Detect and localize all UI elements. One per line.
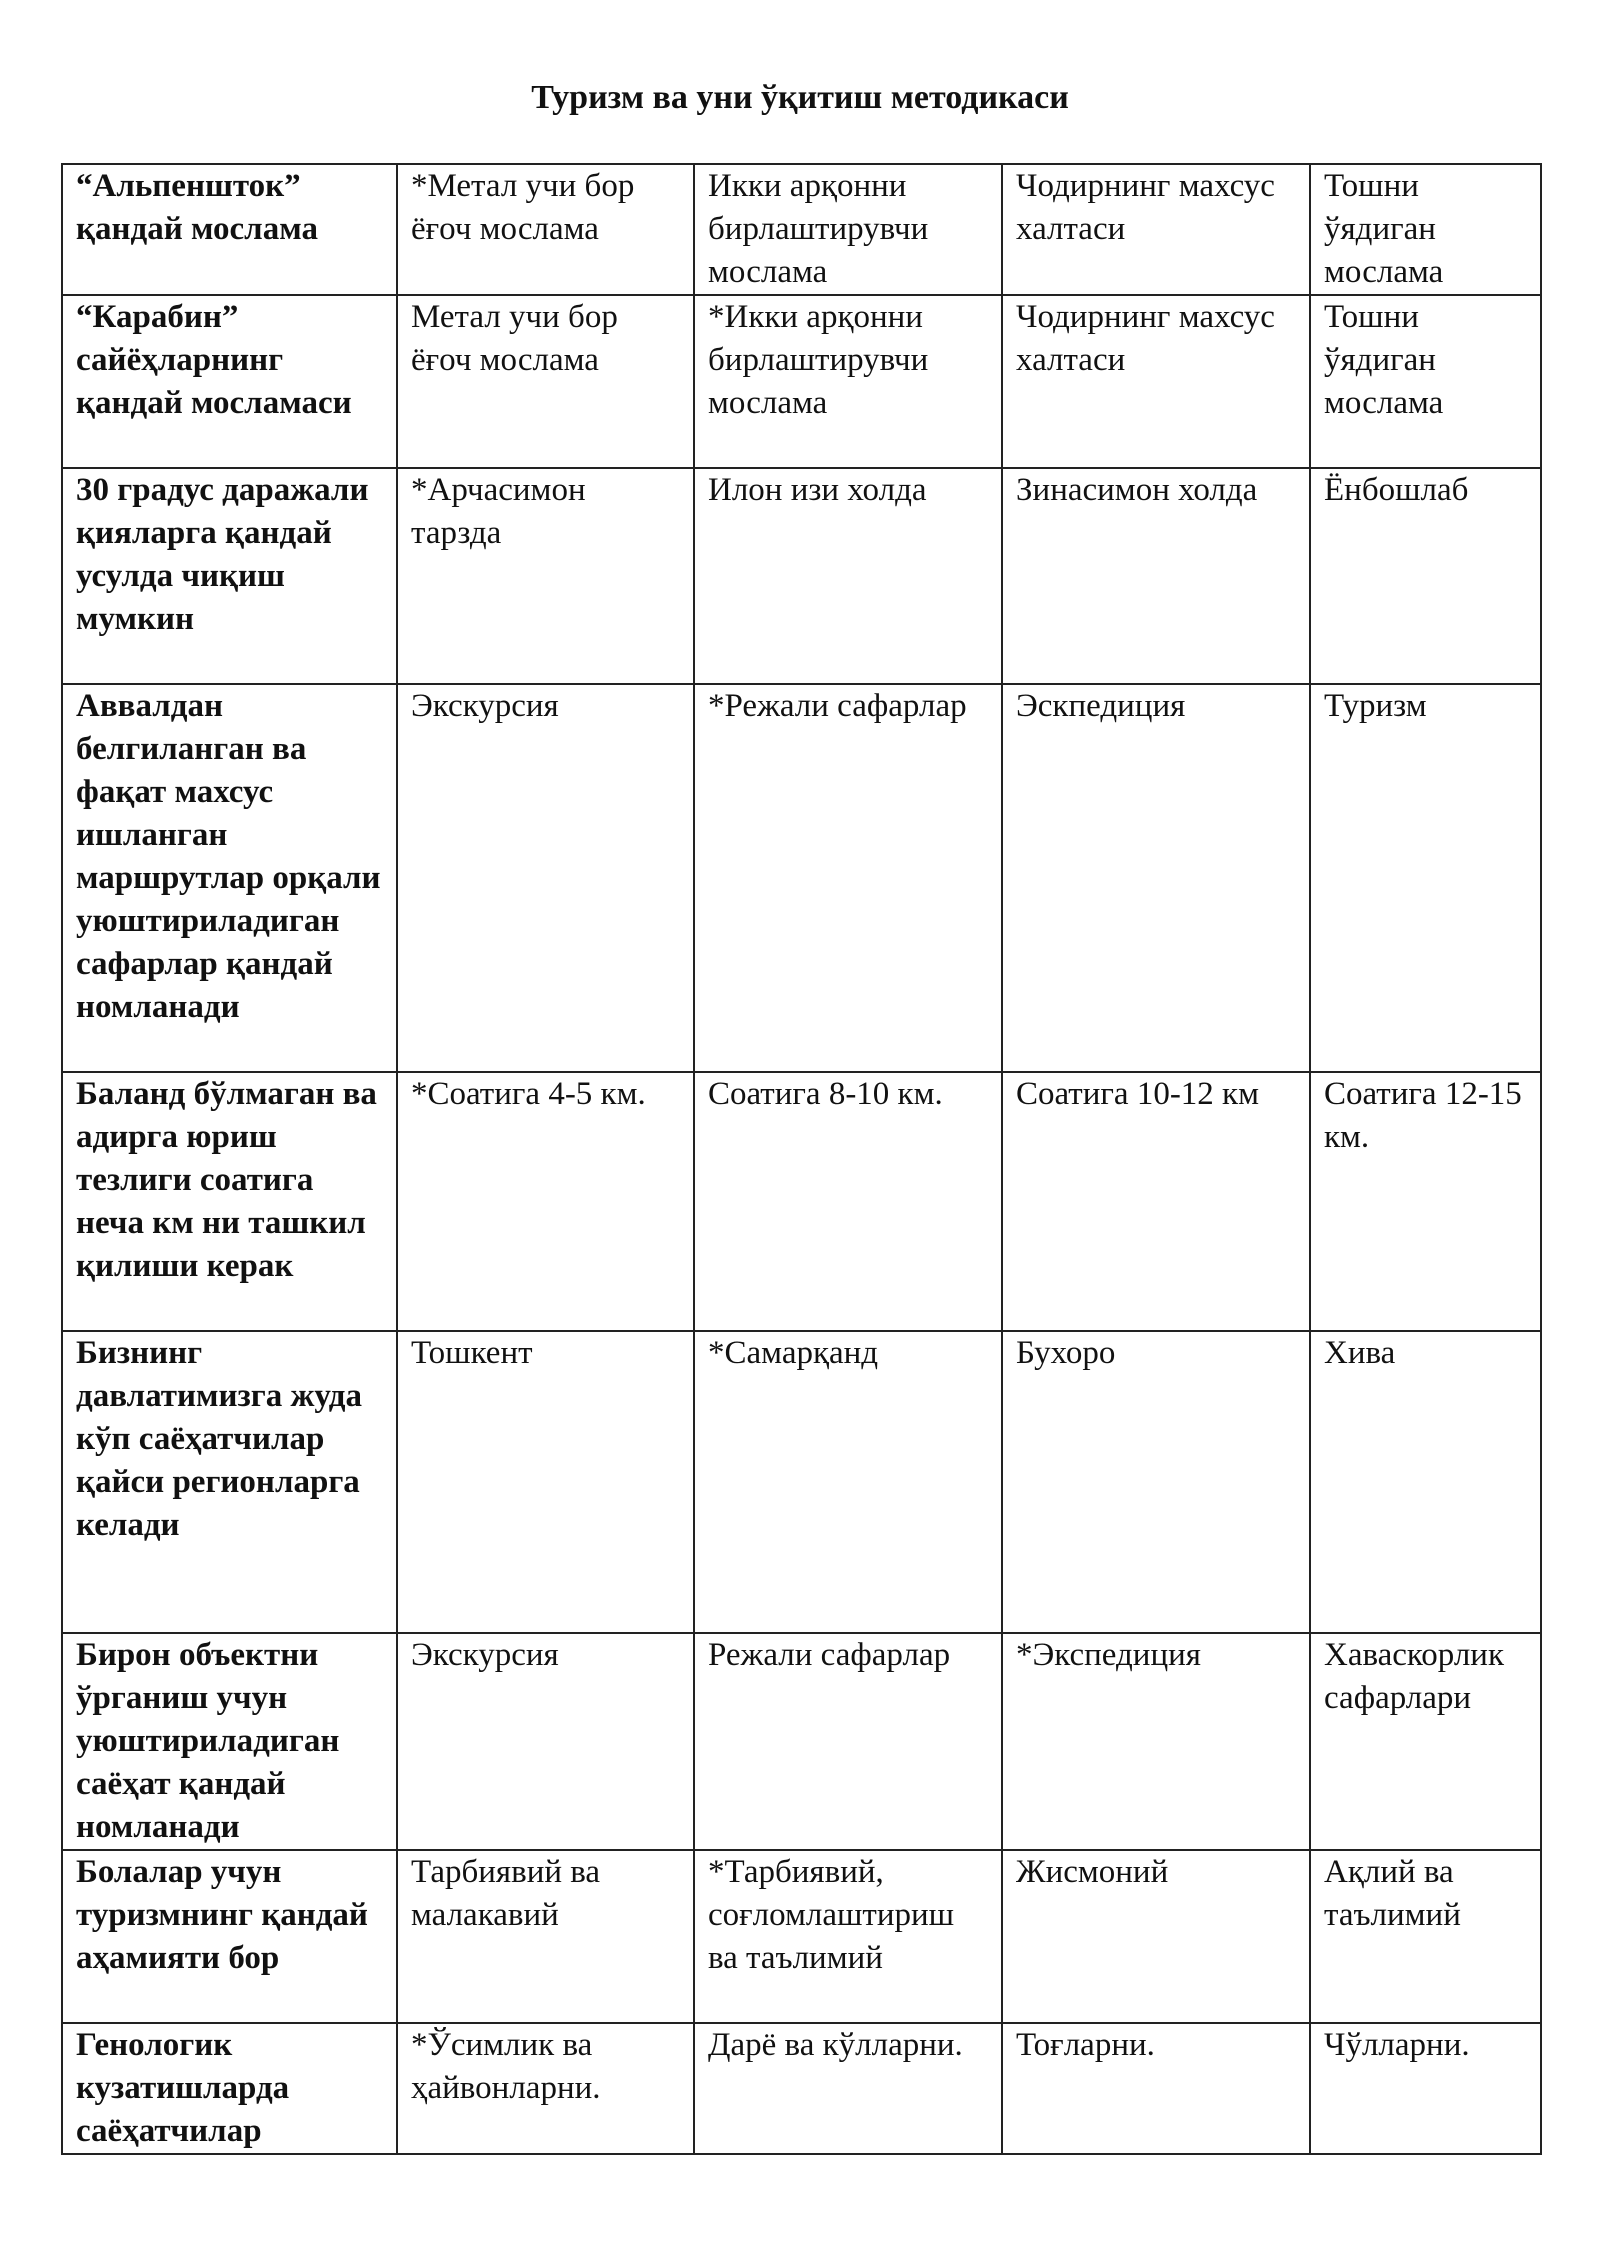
option-cell: Хива — [1310, 1331, 1541, 1633]
table-row — [62, 468, 1541, 684]
option-cell: Тошни ўядиган мослама — [1310, 164, 1541, 295]
option-cell: Тоғларни. — [1002, 2023, 1310, 2154]
question-cell: Баланд бўлмаган ва адирга юриш тезлиги соатига неча км ни ташкил қилиши керак — [62, 1072, 397, 1331]
option-cell: Ақлий ва таълимий — [1310, 1850, 1541, 2023]
option-cell: Дарё ва кўлларни. — [694, 2023, 1002, 2154]
option-cell: Чодирнинг махсус халтаси — [1002, 295, 1310, 468]
option-cell: *Икки арқонни бирлаштирувчи мослама — [694, 295, 1002, 468]
option-cell: *Экспедиция — [1002, 1633, 1310, 1850]
option-cell: Хаваскорлик сафарлари — [1310, 1633, 1541, 1850]
option-cell: *Ўсимлик ва ҳайвонларни. — [397, 2023, 694, 2154]
table-row — [62, 1331, 1541, 1633]
option-cell: Туризм — [1310, 684, 1541, 1072]
option-cell: Жисмоний — [1002, 1850, 1310, 2023]
option-cell: *Режали сафарлар — [694, 684, 1002, 1072]
option-cell: Соатига 12-15 км. — [1310, 1072, 1541, 1331]
question-cell: Болалар учун туризмнинг қандай аҳамияти бор — [62, 1850, 397, 2023]
quiz-table — [61, 163, 1542, 2155]
option-cell: Режали сафарлар — [694, 1633, 1002, 1850]
option-cell: *Соатига 4-5 км. — [397, 1072, 694, 1331]
question-cell: “Карабин” сайёҳларнинг қандай мосламаси — [62, 295, 397, 468]
option-cell: Соатига 8-10 км. — [694, 1072, 1002, 1331]
question-cell: Бизнинг давлатимизга жуда кўп саёҳатчилар қайси регионларга келади — [62, 1331, 397, 1633]
option-cell: Метал учи бор ёғоч мослама — [397, 295, 694, 468]
option-cell: *Арчасимон тарзда — [397, 468, 694, 684]
option-cell: Тошни ўядиган мослама — [1310, 295, 1541, 468]
option-cell: *Метал учи бор ёғоч мослама — [397, 164, 694, 295]
question-cell: “Альпеншток” қандай мослама — [62, 164, 397, 295]
question-cell: Генологик кузатишларда саёҳатчилар — [62, 2023, 397, 2154]
option-cell: *Тарбиявий, соғломлаштириш ва таълимий — [694, 1850, 1002, 2023]
page-title: Туризм ва уни ўқитиш методикаси — [531, 79, 1069, 116]
option-cell: Экскурсия — [397, 1633, 694, 1850]
table-row — [62, 1072, 1541, 1331]
option-cell: Илон изи холда — [694, 468, 1002, 684]
quiz-table-body — [62, 164, 1541, 2154]
table-row — [62, 164, 1541, 295]
table-row — [62, 295, 1541, 468]
table-row — [62, 684, 1541, 1072]
table-row — [62, 1850, 1541, 2023]
question-cell: Аввалдан белгиланган ва фақат махсус ишланган маршрутлар орқали уюштириладиган сафарлар қандай номланади — [62, 684, 397, 1072]
option-cell: Эскпедиция — [1002, 684, 1310, 1072]
option-cell: Икки арқонни бирлаштирувчи мослама — [694, 164, 1002, 295]
option-cell: Бухоро — [1002, 1331, 1310, 1633]
option-cell: Зинасимон холда — [1002, 468, 1310, 684]
option-cell: Ёнбошлаб — [1310, 468, 1541, 684]
option-cell: Чодирнинг махсус халтаси — [1002, 164, 1310, 295]
table-row — [62, 1633, 1541, 1850]
option-cell: Тарбиявий ва малакавий — [397, 1850, 694, 2023]
option-cell: *Самарқанд — [694, 1331, 1002, 1633]
option-cell: Тошкент — [397, 1331, 694, 1633]
table-row — [62, 2023, 1541, 2154]
question-cell: Бирон объектни ўрганиш учун уюштириладиган саёҳат қандай номланади — [62, 1633, 397, 1850]
option-cell: Чўлларни. — [1310, 2023, 1541, 2154]
question-cell: 30 градус даражали қияларга қандай усулда чиқиш мумкин — [62, 468, 397, 684]
option-cell: Экскурсия — [397, 684, 694, 1072]
option-cell: Соатига 10-12 км — [1002, 1072, 1310, 1331]
